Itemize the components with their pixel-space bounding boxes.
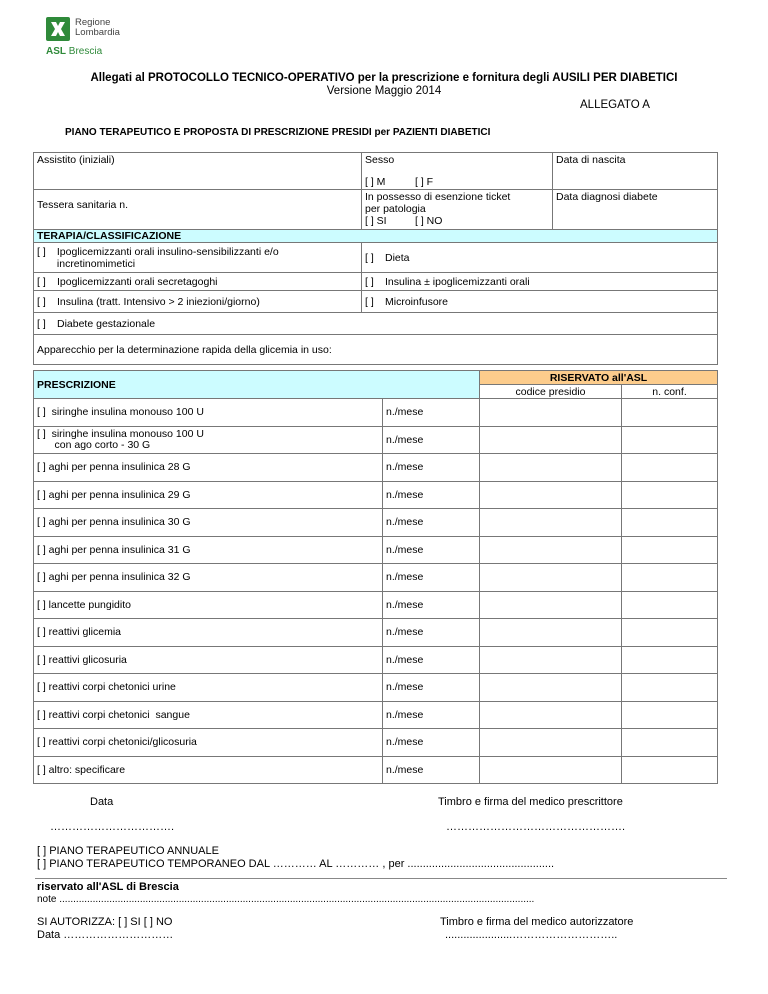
timbro-autorizzatore-field[interactable]: ......................………………………..: [445, 929, 618, 941]
prescrizione-header: PRESCRIZIONE: [34, 371, 480, 399]
esenzione-field[interactable]: In possesso di esenzione ticket per patologia [ ] SI [ ] NO: [362, 190, 553, 230]
codice-presidio-cell[interactable]: [480, 756, 622, 784]
terapia-option[interactable]: [ ] Dieta: [362, 243, 718, 273]
sesso-f-checkbox[interactable]: [ ] F: [415, 176, 434, 188]
asl-logo-text: ASL Brescia: [46, 46, 103, 57]
unit-field[interactable]: n./mese: [383, 564, 480, 592]
timbro-autorizzatore-label: Timbro e firma del medico autorizzatore: [440, 916, 634, 928]
data-nascita-field[interactable]: Data di nascita: [553, 153, 718, 190]
presidio-item[interactable]: [ ] aghi per penna insulinica 32 G: [34, 564, 383, 592]
timbro-label: Timbro e firma del medico prescrittore: [438, 796, 623, 808]
n-conf-cell[interactable]: [622, 619, 718, 647]
n-conf-cell[interactable]: [622, 426, 718, 454]
piano-annuale-checkbox[interactable]: [ ] PIANO TERAPEUTICO ANNUALE: [37, 845, 219, 857]
autorizza-checkboxes[interactable]: SI AUTORIZZA: [ ] SI [ ] NO: [37, 916, 173, 928]
data-label: Data: [90, 796, 114, 808]
unit-field[interactable]: n./mese: [383, 701, 480, 729]
logo-icon: [46, 17, 70, 41]
terapia-option[interactable]: [ ] Insulina ± ipoglicemizzanti orali: [362, 273, 718, 291]
n-conf-cell[interactable]: [622, 674, 718, 702]
unit-field[interactable]: n./mese: [383, 646, 480, 674]
presidio-item[interactable]: [ ] siringhe insulina monouso 100 U con ago corto - 30 G: [34, 426, 383, 454]
codice-presidio-cell[interactable]: [480, 536, 622, 564]
unit-field[interactable]: n./mese: [383, 509, 480, 537]
n-conf-cell[interactable]: [622, 399, 718, 427]
n-conf-cell[interactable]: [622, 701, 718, 729]
unit-field[interactable]: n./mese: [383, 674, 480, 702]
table-row: [34, 536, 718, 564]
terapia-option[interactable]: [ ] Insulina (tratt. Intensivo > 2 iniezioni/giorno): [34, 291, 362, 313]
codice-presidio-cell[interactable]: [480, 509, 622, 537]
sesso-field[interactable]: Sesso [ ] M [ ] F: [362, 153, 553, 190]
codice-presidio-cell[interactable]: [480, 619, 622, 647]
apparecchio-field[interactable]: Apparecchio per la determinazione rapida della glicemia in uso:: [34, 335, 718, 365]
table-row: [34, 509, 718, 537]
unit-field[interactable]: n./mese: [383, 399, 480, 427]
prescription-table: [33, 370, 718, 784]
presidio-item[interactable]: [ ] reattivi corpi chetonici sangue: [34, 701, 383, 729]
codice-presidio-cell[interactable]: [480, 399, 622, 427]
n-conf-cell[interactable]: [622, 646, 718, 674]
unit-field[interactable]: n./mese: [383, 619, 480, 647]
presidio-item[interactable]: [ ] reattivi corpi chetonici urine: [34, 674, 383, 702]
n-conf-cell[interactable]: [622, 454, 718, 482]
data-field[interactable]: …………………………….: [50, 821, 175, 833]
terapia-header: TERAPIA/CLASSIFICAZIONE: [34, 230, 718, 243]
allegato-label: ALLEGATO A: [580, 99, 650, 111]
form-title: PIANO TERAPEUTICO E PROPOSTA DI PRESCRIZIONE PRESIDI per PAZIENTI DIABETICI: [65, 127, 491, 138]
unit-field[interactable]: n./mese: [383, 756, 480, 784]
presidio-item[interactable]: [ ] aghi per penna insulinica 31 G: [34, 536, 383, 564]
patient-therapy-table: [33, 152, 718, 365]
codice-presidio-cell[interactable]: [480, 426, 622, 454]
terapia-option[interactable]: [ ] Ipoglicemizzanti orali insulino-sensibilizzanti e/o incretinomimetici: [34, 243, 362, 273]
esenzione-no-checkbox[interactable]: [ ] NO: [415, 215, 443, 227]
table-row: [34, 756, 718, 784]
presidio-item[interactable]: [ ] aghi per penna insulinica 29 G: [34, 481, 383, 509]
timbro-field[interactable]: ………………………………………….: [446, 821, 626, 833]
table-row: [34, 674, 718, 702]
note-field[interactable]: note ...........................................................................................................................................................................: [37, 894, 535, 905]
table-row: [34, 481, 718, 509]
table-row: [34, 646, 718, 674]
codice-presidio-cell[interactable]: [480, 729, 622, 757]
logo-text: Regione Lombardia: [75, 17, 120, 38]
terapia-option[interactable]: [ ] Diabete gestazionale: [34, 313, 718, 335]
presidio-item[interactable]: [ ] reattivi glicemia: [34, 619, 383, 647]
table-row: [34, 454, 718, 482]
n-conf-cell[interactable]: [622, 729, 718, 757]
codice-presidio-header: codice presidio: [480, 385, 622, 399]
n-conf-cell[interactable]: [622, 756, 718, 784]
codice-presidio-cell[interactable]: [480, 454, 622, 482]
n-conf-cell[interactable]: [622, 591, 718, 619]
table-row: [34, 591, 718, 619]
unit-field[interactable]: n./mese: [383, 481, 480, 509]
presidio-item[interactable]: [ ] aghi per penna insulinica 30 G: [34, 509, 383, 537]
codice-presidio-cell[interactable]: [480, 701, 622, 729]
unit-field[interactable]: n./mese: [383, 454, 480, 482]
presidio-item[interactable]: [ ] reattivi glicosuria: [34, 646, 383, 674]
unit-field[interactable]: n./mese: [383, 591, 480, 619]
piano-temporaneo-checkbox[interactable]: [ ] PIANO TERAPEUTICO TEMPORANEO DAL ………… AL ………… , per ................................................: [37, 858, 555, 870]
riservato-header: RISERVATO all'ASL: [480, 371, 718, 385]
presidio-item[interactable]: [ ] reattivi corpi chetonici/glicosuria: [34, 729, 383, 757]
document-title: Allegati al PROTOCOLLO TECNICO-OPERATIVO per la prescrizione e fornitura degli AUSILI PER DIABETICI: [90, 72, 678, 84]
data-diagnosi-field[interactable]: Data diagnosi diabete: [553, 190, 718, 230]
n-conf-cell[interactable]: [622, 509, 718, 537]
codice-presidio-cell[interactable]: [480, 646, 622, 674]
codice-presidio-cell[interactable]: [480, 674, 622, 702]
unit-field[interactable]: n./mese: [383, 426, 480, 454]
table-row: [34, 701, 718, 729]
table-row: [34, 426, 718, 454]
terapia-option[interactable]: [ ] Ipoglicemizzanti orali secretagoghi: [34, 273, 362, 291]
n-conf-cell[interactable]: [622, 564, 718, 592]
unit-field[interactable]: n./mese: [383, 729, 480, 757]
table-row: [34, 399, 718, 427]
table-row: [34, 564, 718, 592]
riservato-asl-label: riservato all'ASL di Brescia: [37, 881, 179, 893]
n-conf-cell[interactable]: [622, 481, 718, 509]
tessera-field[interactable]: Tessera sanitaria n.: [34, 190, 362, 230]
presidio-item[interactable]: [ ] altro: specificare: [34, 756, 383, 784]
data-autorizzazione-field[interactable]: Data …………………………: [37, 929, 174, 941]
table-row: [34, 729, 718, 757]
assistito-field[interactable]: Assistito (iniziali): [34, 153, 362, 190]
presidio-item[interactable]: [ ] siringhe insulina monouso 100 U: [34, 399, 383, 427]
table-row: [34, 619, 718, 647]
unit-field[interactable]: n./mese: [383, 536, 480, 564]
presidio-item[interactable]: [ ] aghi per penna insulinica 28 G: [34, 454, 383, 482]
divider: [35, 878, 727, 879]
n-conf-cell[interactable]: [622, 536, 718, 564]
codice-presidio-cell[interactable]: [480, 564, 622, 592]
codice-presidio-cell[interactable]: [480, 591, 622, 619]
codice-presidio-cell[interactable]: [480, 481, 622, 509]
esenzione-si-checkbox[interactable]: [ ] SI: [365, 215, 387, 227]
presidio-item[interactable]: [ ] lancette pungidito: [34, 591, 383, 619]
sesso-m-checkbox[interactable]: [ ] M: [365, 176, 386, 188]
n-conf-header: n. conf.: [622, 385, 718, 399]
terapia-option[interactable]: [ ] Microinfusore: [362, 291, 718, 313]
version: Versione Maggio 2014: [326, 85, 442, 97]
